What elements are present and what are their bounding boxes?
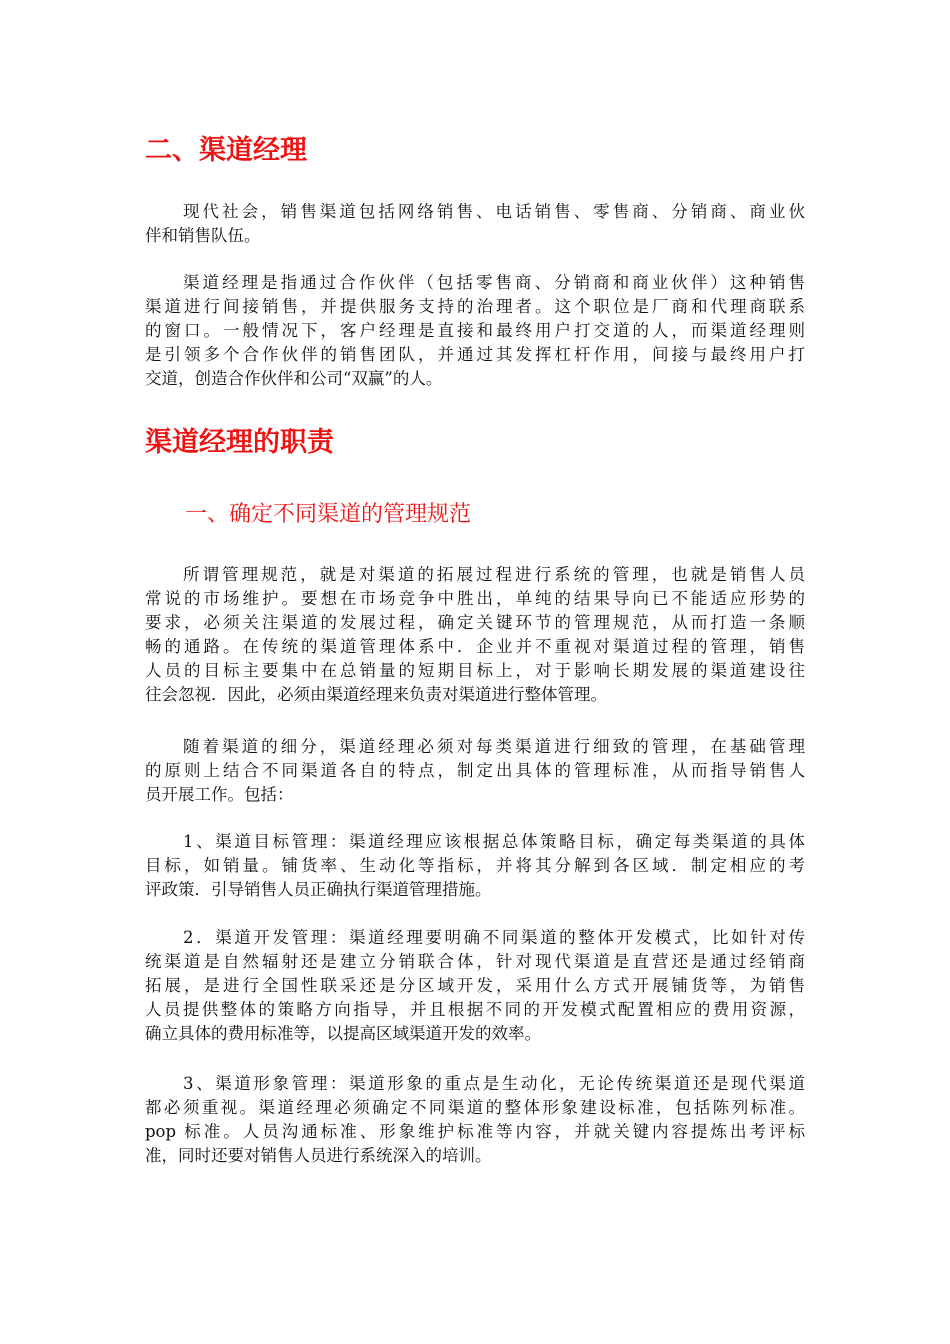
paragraph-image-management bbox=[145, 1072, 805, 1168]
duties-heading: 渠道经理的职责 bbox=[145, 427, 334, 458]
text-line: 2．渠道开发管理：渠道经理要明确不同渠道的整体开发模式，比如针对传 bbox=[183, 928, 805, 947]
paragraph-intro-2 bbox=[145, 271, 805, 391]
text-line: 拓展，是进行全国性联采还是分区域开发，采用什么方式开展铺货等，为销售 bbox=[145, 976, 805, 995]
text-line: 常说的市场维护。要想在市场竞争中胜出，单纯的结果导向已不能适应形势的 bbox=[145, 589, 805, 608]
paragraph-segmentation bbox=[145, 735, 805, 807]
text-line: 的窗口。一般情况下，客户经理是直接和最终用户打交道的人，而渠道经理则 bbox=[145, 321, 805, 340]
text-line: 渠道经理是指通过合作伙伴（包括零售商、分销商和商业伙伴）这种销售 bbox=[183, 273, 805, 292]
text-line: 准，同时还要对销售人员进行系统深入的培训。 bbox=[145, 1146, 492, 1165]
text-line: 交道，创造合作伙伴和公司“双赢”的人。 bbox=[145, 369, 443, 388]
text-line: 评政策．引导销售人员正确执行渠道管理措施。 bbox=[145, 880, 492, 899]
text-line: 现代社会，销售渠道包括网络销售、电话销售、零售商、分销商、商业伙 bbox=[183, 202, 805, 221]
paragraph-development-management bbox=[145, 926, 805, 1046]
text-line: 确立具体的费用标准等，以提高区域渠道开发的效率。 bbox=[145, 1024, 541, 1043]
text-line: 1、渠道目标管理：渠道经理应该根据总体策略目标，确定每类渠道的具体 bbox=[183, 832, 805, 851]
subheading-management-norms: 一、确定不同渠道的管理规范 bbox=[185, 502, 472, 527]
text-line: 所谓管理规范，就是对渠道的拓展过程进行系统的管理，也就是销售人员 bbox=[183, 565, 805, 584]
text-line: 随着渠道的细分，渠道经理必须对每类渠道进行细致的管理，在基础管理 bbox=[183, 737, 805, 756]
text-line: 畅的通路。在传统的渠道管理体系中．企业并不重视对渠道过程的管理，销售 bbox=[145, 637, 805, 656]
paragraph-norms bbox=[145, 563, 805, 707]
paragraph-intro-1 bbox=[145, 200, 805, 248]
text-line: 的原则上结合不同渠道各自的特点，制定出具体的管理标准，从而指导销售人 bbox=[145, 761, 805, 780]
paragraph-goal-management bbox=[145, 830, 805, 902]
text-line: 3、渠道形象管理：渠道形象的重点是生动化，无论传统渠道还是现代渠道 bbox=[183, 1074, 805, 1093]
text-line: 要求，必须关注渠道的发展过程，确定关键环节的管理规范，从而打造一条顺 bbox=[145, 613, 805, 632]
text-line: 人员提供整体的策略方向指导，并且根据不同的开发模式配置相应的费用资源， bbox=[145, 1000, 805, 1019]
text-line: pop 标准。人员沟通标准、形象维护标准等内容，并就关键内容提炼出考评标 bbox=[145, 1122, 805, 1141]
text-line: 人员的目标主要集中在总销量的短期目标上，对于影响长期发展的渠道建设往 bbox=[145, 661, 805, 680]
text-line: 往会忽视．因此，必须由渠道经理来负责对渠道进行整体管理。 bbox=[145, 685, 607, 704]
text-line: 统渠道是自然辐射还是建立分销联合体，针对现代渠道是直营还是通过经销商 bbox=[145, 952, 805, 971]
text-line: 渠道进行间接销售，并提供服务支持的治理者。这个职位是厂商和代理商联系 bbox=[145, 297, 805, 316]
text-line: 伴和销售队伍。 bbox=[145, 226, 261, 245]
text-line: 目标，如销量。铺货率、生动化等指标，并将其分解到各区域．制定相应的考 bbox=[145, 856, 805, 875]
text-line: 都必须重视。渠道经理必须确定不同渠道的整体形象建设标准，包括陈列标准。 bbox=[145, 1098, 805, 1117]
section-heading: 二、渠道经理 bbox=[145, 135, 307, 166]
text-line: 员开展工作。包括： bbox=[145, 785, 294, 804]
text-line: 是引领多个合作伙伴的销售团队，并通过其发挥杠杆作用，间接与最终用户打 bbox=[145, 345, 805, 364]
